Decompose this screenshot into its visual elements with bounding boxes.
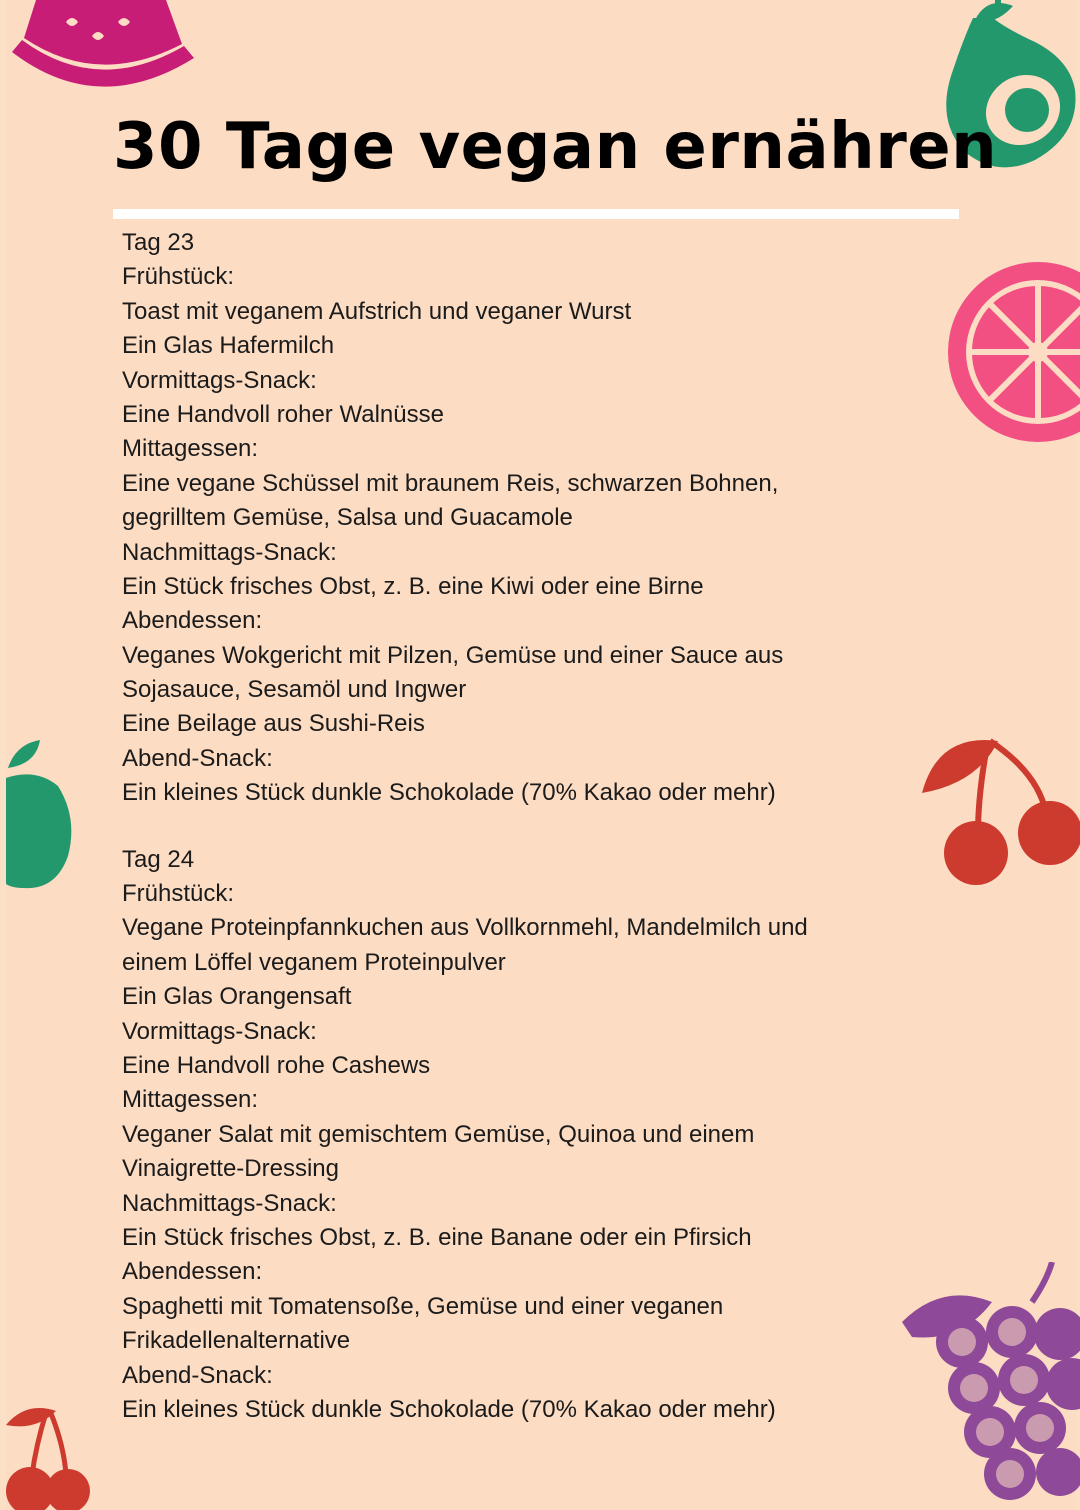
plan-line: Vinaigrette-Dressing — [122, 1155, 339, 1183]
plan-line: einem Löffel veganem Proteinpulver — [122, 948, 506, 976]
plan-line: Ein Glas Orangensaft — [122, 983, 352, 1011]
title-divider — [113, 209, 959, 219]
plan-line: Abend-Snack: — [122, 744, 273, 772]
plan-line: Vormittags-Snack: — [122, 1017, 317, 1045]
day-heading: Tag 23 — [122, 229, 195, 256]
plan-line: Eine Handvoll roher Walnüsse — [122, 400, 444, 428]
plan-line: Ein Stück frisches Obst, z. B. eine Banane oder ein Pfirsich — [122, 1223, 752, 1251]
plan-line: Spaghetti mit Tomatensoße, Gemüse und einer veganen — [122, 1292, 724, 1320]
plan-line: Ein kleines Stück dunkle Schokolade (70% Kakao oder mehr) — [122, 779, 776, 807]
plan-line: Eine Beilage aus Sushi-Reis — [122, 710, 425, 738]
plan-line: Eine Handvoll rohe Cashews — [122, 1051, 431, 1079]
plan-line: Ein Glas Hafermilch — [122, 332, 335, 360]
plan-line: gegrilltem Gemüse, Salsa und Guacamole — [122, 504, 573, 532]
section-gap — [122, 811, 922, 843]
plan-line: Ein Stück frisches Obst, z. B. eine Kiwi oder eine Birne — [122, 572, 704, 600]
day-heading: Tag 24 — [122, 845, 195, 873]
plan-line: Nachmittags-Snack: — [122, 538, 337, 566]
day-section — [122, 226, 922, 811]
plan-line: Abend-Snack: — [122, 1361, 273, 1389]
grapes-icon — [902, 1262, 1080, 1510]
day-section — [122, 843, 922, 1428]
cherry-icon — [918, 733, 1080, 898]
plan-line: Sojasauce, Sesamöl und Ingwer — [122, 676, 467, 704]
plan-line: Abendessen: — [122, 607, 263, 635]
cherry-small-icon — [6, 1405, 96, 1510]
plan-line: Frühstück: — [122, 263, 235, 291]
plan-line: Frühstück: — [122, 880, 235, 908]
plan-line: Frikadellenalternative — [122, 1327, 351, 1355]
watermelon-icon — [6, 0, 196, 105]
apple-icon — [6, 738, 76, 893]
plan-line: Nachmittags-Snack: — [122, 1189, 337, 1217]
meal-plan — [122, 226, 922, 1427]
plan-line: Veganer Salat mit gemischtem Gemüse, Quinoa und einem — [122, 1120, 755, 1148]
plan-line: Vegane Proteinpfannkuchen aus Vollkornmehl, Mandelmilch und — [122, 914, 808, 942]
plan-line: Mittagessen: — [122, 1086, 259, 1114]
plan-line: Toast mit veganem Aufstrich und veganer Wurst — [122, 297, 632, 325]
page-title: 30 Tage vegan ernähren — [113, 110, 998, 184]
grapefruit-icon — [945, 262, 1080, 442]
plan-line: Ein kleines Stück dunkle Schokolade (70% Kakao oder mehr) — [122, 1395, 776, 1423]
plan-line: Abendessen: — [122, 1258, 263, 1286]
plan-line: Veganes Wokgericht mit Pilzen, Gemüse und einer Sauce aus — [122, 641, 784, 669]
plan-line: Vormittags-Snack: — [122, 366, 317, 394]
plan-line: Mittagessen: — [122, 435, 259, 463]
plan-line: Eine vegane Schüssel mit braunem Reis, schwarzen Bohnen, — [122, 469, 779, 497]
